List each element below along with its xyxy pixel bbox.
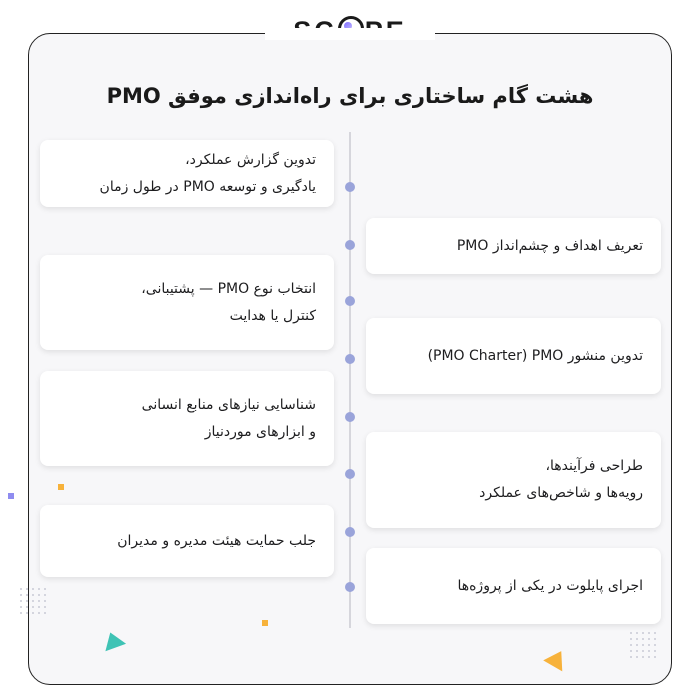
step-card-left-2 bbox=[40, 255, 334, 350]
step-text: رویه‌ها و شاخص‌های عملکرد bbox=[479, 485, 643, 501]
step-card-left-3 bbox=[40, 371, 334, 466]
timeline-dot bbox=[345, 412, 355, 422]
step-text: کنترل یا هدایت bbox=[229, 307, 316, 324]
step-text: تدوین گزارش عملکرد، bbox=[185, 151, 316, 168]
decor-square-icon bbox=[58, 484, 64, 490]
step-text: اجرای پایلوت در یکی از پروژه‌ها bbox=[457, 577, 643, 594]
timeline-dot bbox=[345, 582, 355, 592]
step-card-right-1 bbox=[366, 218, 661, 274]
step-card-left-1 bbox=[40, 140, 334, 207]
page-title: هشت گام ساختاری برای راه‌اندازی موفق PMO bbox=[106, 84, 594, 108]
step-card-right-3 bbox=[366, 432, 661, 528]
decor-square-icon bbox=[8, 493, 14, 499]
timeline-dot bbox=[345, 354, 355, 364]
timeline-line bbox=[349, 132, 351, 628]
decor-dot-grid-icon bbox=[630, 632, 656, 658]
step-text: انتخاب نوع PMO — پشتیبانی، bbox=[141, 280, 316, 297]
decor-square-icon bbox=[262, 620, 268, 626]
frame-gap bbox=[265, 28, 435, 40]
step-text: جلب حمایت هیئت مدیره و مدیران bbox=[117, 532, 316, 549]
step-text: و ابزارهای موردنیاز bbox=[204, 423, 316, 440]
timeline-dot bbox=[345, 469, 355, 479]
step-text: یادگیری و توسعه PMO در طول زمان bbox=[99, 178, 316, 195]
decor-dot-grid-icon bbox=[20, 588, 46, 614]
step-card-right-4 bbox=[366, 548, 661, 624]
step-card-right-2 bbox=[366, 318, 661, 394]
timeline-dot bbox=[345, 240, 355, 250]
step-card-left-4 bbox=[40, 505, 334, 577]
timeline-dot bbox=[345, 296, 355, 306]
step-text: تدوین منشور PMO Charter) PMO) bbox=[427, 347, 643, 364]
timeline-dot bbox=[345, 527, 355, 537]
timeline-dot bbox=[345, 182, 355, 192]
step-text: طراحی فرآیندها، bbox=[545, 458, 643, 474]
step-text: تعریف اهداف و چشم‌انداز PMO bbox=[456, 237, 643, 254]
step-text: شناسایی نیازهای منابع انسانی bbox=[141, 396, 316, 413]
